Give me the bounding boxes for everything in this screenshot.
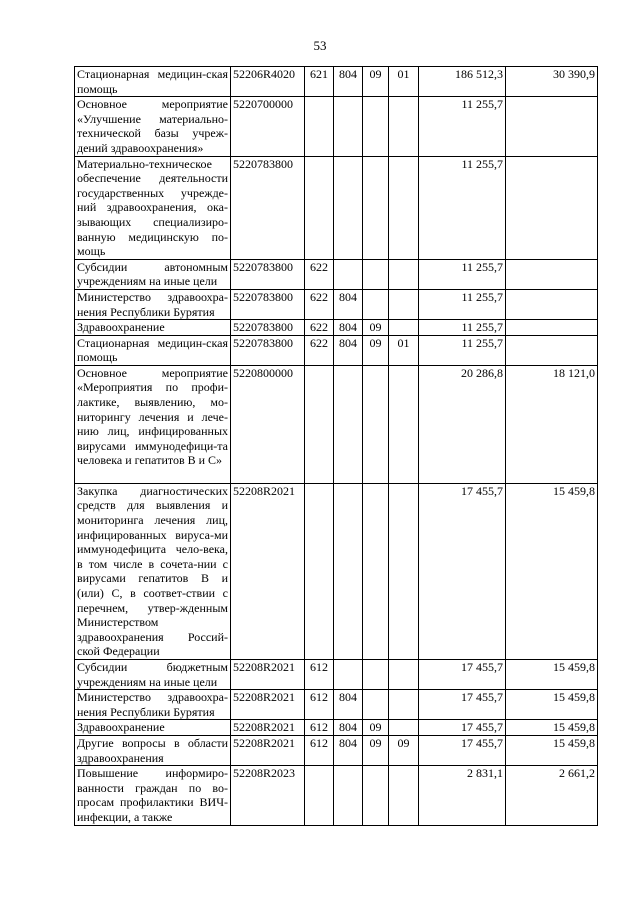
row-rz bbox=[363, 156, 389, 259]
row-code: 52208R2023 bbox=[231, 766, 305, 825]
row-grbs bbox=[334, 156, 363, 259]
row-rz: 09 bbox=[363, 720, 389, 736]
table-row bbox=[75, 335, 598, 365]
row-sum-2: 30 390,9 bbox=[506, 67, 598, 97]
table-row bbox=[75, 67, 598, 97]
row-pr bbox=[389, 720, 419, 736]
table-row bbox=[75, 690, 598, 720]
row-rz bbox=[363, 766, 389, 825]
table-row bbox=[75, 660, 598, 690]
row-name: Другие вопросы в области здравоохранения bbox=[75, 735, 231, 765]
table-row bbox=[75, 365, 598, 483]
row-name: Субсидии бюджетным учреждениям на иные цели bbox=[75, 660, 231, 690]
row-code: 52208R2021 bbox=[231, 735, 305, 765]
row-grbs: 804 bbox=[334, 320, 363, 336]
row-grbs bbox=[334, 365, 363, 483]
row-pr bbox=[389, 660, 419, 690]
row-grbs bbox=[334, 766, 363, 825]
row-rz bbox=[363, 97, 389, 156]
table-row bbox=[75, 289, 598, 319]
row-sum-1: 11 255,7 bbox=[419, 97, 506, 156]
row-sum-2 bbox=[506, 259, 598, 289]
row-sum-1: 11 255,7 bbox=[419, 320, 506, 336]
row-vr: 622 bbox=[305, 335, 334, 365]
row-sum-1: 17 455,7 bbox=[419, 660, 506, 690]
row-rz: 09 bbox=[363, 67, 389, 97]
row-vr bbox=[305, 156, 334, 259]
row-code: 52208R2021 bbox=[231, 720, 305, 736]
row-name: Повышение информиро-ванности граждан по во-просам профилактики ВИЧ-инфекции, а также bbox=[75, 766, 231, 825]
row-sum-2: 15 459,8 bbox=[506, 483, 598, 659]
table-row bbox=[75, 483, 598, 659]
row-sum-1: 17 455,7 bbox=[419, 720, 506, 736]
row-sum-1: 17 455,7 bbox=[419, 735, 506, 765]
row-name: Министерство здравоохра-нения Республики Бурятия bbox=[75, 690, 231, 720]
table-row bbox=[75, 156, 598, 259]
row-code: 5220783800 bbox=[231, 289, 305, 319]
row-sum-1: 17 455,7 bbox=[419, 690, 506, 720]
row-vr bbox=[305, 97, 334, 156]
row-sum-1: 11 255,7 bbox=[419, 289, 506, 319]
row-code: 52208R2021 bbox=[231, 483, 305, 659]
row-sum-2: 15 459,8 bbox=[506, 720, 598, 736]
row-code: 5220783800 bbox=[231, 320, 305, 336]
row-grbs bbox=[334, 97, 363, 156]
row-code: 5220783800 bbox=[231, 259, 305, 289]
row-pr bbox=[389, 259, 419, 289]
row-name: Здравоохранение bbox=[75, 320, 231, 336]
row-rz bbox=[363, 483, 389, 659]
row-sum-1: 20 286,8 bbox=[419, 365, 506, 483]
row-name: Субсидии автономным учреждениям на иные цели bbox=[75, 259, 231, 289]
row-vr: 622 bbox=[305, 289, 334, 319]
row-code: 52208R2021 bbox=[231, 660, 305, 690]
row-rz: 09 bbox=[363, 335, 389, 365]
row-code: 52208R2021 bbox=[231, 690, 305, 720]
row-sum-2 bbox=[506, 289, 598, 319]
row-pr bbox=[389, 97, 419, 156]
row-pr: 09 bbox=[389, 735, 419, 765]
row-code: 5220700000 bbox=[231, 97, 305, 156]
row-sum-2 bbox=[506, 320, 598, 336]
row-rz bbox=[363, 660, 389, 690]
row-vr bbox=[305, 483, 334, 659]
row-vr: 622 bbox=[305, 320, 334, 336]
table-row bbox=[75, 720, 598, 736]
row-rz bbox=[363, 259, 389, 289]
row-grbs bbox=[334, 483, 363, 659]
row-grbs: 804 bbox=[334, 690, 363, 720]
row-name: Министерство здравоохра-нения Республики Бурятия bbox=[75, 289, 231, 319]
row-rz bbox=[363, 690, 389, 720]
row-vr: 612 bbox=[305, 720, 334, 736]
row-vr: 612 bbox=[305, 660, 334, 690]
row-code: 52206R4020 bbox=[231, 67, 305, 97]
row-sum-1: 17 455,7 bbox=[419, 483, 506, 659]
row-vr: 621 bbox=[305, 67, 334, 97]
page-number: 53 bbox=[313, 38, 327, 53]
row-grbs bbox=[334, 660, 363, 690]
table-row bbox=[75, 320, 598, 336]
row-pr bbox=[389, 483, 419, 659]
row-grbs: 804 bbox=[334, 720, 363, 736]
budget-table bbox=[74, 66, 598, 826]
row-name: Материально-техническое обеспечение деятельности государственных учрежде-ний здравоохранения, ока-зывающих специализиро-ванную медицинскую по-мощь bbox=[75, 156, 231, 259]
row-pr bbox=[389, 690, 419, 720]
row-pr: 01 bbox=[389, 335, 419, 365]
row-name: Основное мероприятие «Мероприятия по профи-лактике, выявлению, мо-ниторингу лечения и лече-нию лиц, инфицированных вирусами иммунодефици-та человека и гепатитов В и С» bbox=[75, 365, 231, 483]
row-vr bbox=[305, 766, 334, 825]
row-sum-2: 15 459,8 bbox=[506, 690, 598, 720]
row-sum-1: 11 255,7 bbox=[419, 259, 506, 289]
row-grbs: 804 bbox=[334, 289, 363, 319]
row-sum-2: 2 661,2 bbox=[506, 766, 598, 825]
row-grbs: 804 bbox=[334, 67, 363, 97]
row-pr bbox=[389, 320, 419, 336]
row-sum-2: 18 121,0 bbox=[506, 365, 598, 483]
row-name: Стационарная медицин-ская помощь bbox=[75, 67, 231, 97]
row-code: 5220800000 bbox=[231, 365, 305, 483]
table-row bbox=[75, 766, 598, 825]
row-name: Здравоохранение bbox=[75, 720, 231, 736]
row-pr bbox=[389, 156, 419, 259]
row-sum-2 bbox=[506, 97, 598, 156]
table-row bbox=[75, 259, 598, 289]
row-sum-2 bbox=[506, 156, 598, 259]
table-row bbox=[75, 97, 598, 156]
row-name: Стационарная медицин-ская помощь bbox=[75, 335, 231, 365]
row-pr bbox=[389, 289, 419, 319]
row-grbs: 804 bbox=[334, 735, 363, 765]
row-sum-2: 15 459,8 bbox=[506, 735, 598, 765]
row-pr bbox=[389, 365, 419, 483]
row-sum-1: 186 512,3 bbox=[419, 67, 506, 97]
row-vr: 612 bbox=[305, 690, 334, 720]
row-rz bbox=[363, 365, 389, 483]
row-sum-2 bbox=[506, 335, 598, 365]
row-name: Основное мероприятие «Улучшение материально-технической базы учреж-дений здравоохранения» bbox=[75, 97, 231, 156]
row-sum-1: 11 255,7 bbox=[419, 156, 506, 259]
row-rz bbox=[363, 289, 389, 319]
row-rz: 09 bbox=[363, 735, 389, 765]
row-sum-1: 2 831,1 bbox=[419, 766, 506, 825]
row-vr bbox=[305, 365, 334, 483]
row-vr: 622 bbox=[305, 259, 334, 289]
row-pr: 01 bbox=[389, 67, 419, 97]
row-code: 5220783800 bbox=[231, 156, 305, 259]
row-sum-1: 11 255,7 bbox=[419, 335, 506, 365]
row-grbs bbox=[334, 259, 363, 289]
row-sum-2: 15 459,8 bbox=[506, 660, 598, 690]
row-code: 5220783800 bbox=[231, 335, 305, 365]
row-name: Закупка диагностических средств для выявления и мониторинга лечения лиц, инфицированных вируса-ми иммунодефицита чело-века, в том числе в сочета-нии с вирусами гепатитов В и (или) С, в соответ-ствии с перечнем, утвер-жденным Министерством здравоохранения Россий-ской Федерации bbox=[75, 483, 231, 659]
row-grbs: 804 bbox=[334, 335, 363, 365]
row-pr bbox=[389, 766, 419, 825]
row-vr: 612 bbox=[305, 735, 334, 765]
table-row bbox=[75, 735, 598, 765]
row-rz: 09 bbox=[363, 320, 389, 336]
